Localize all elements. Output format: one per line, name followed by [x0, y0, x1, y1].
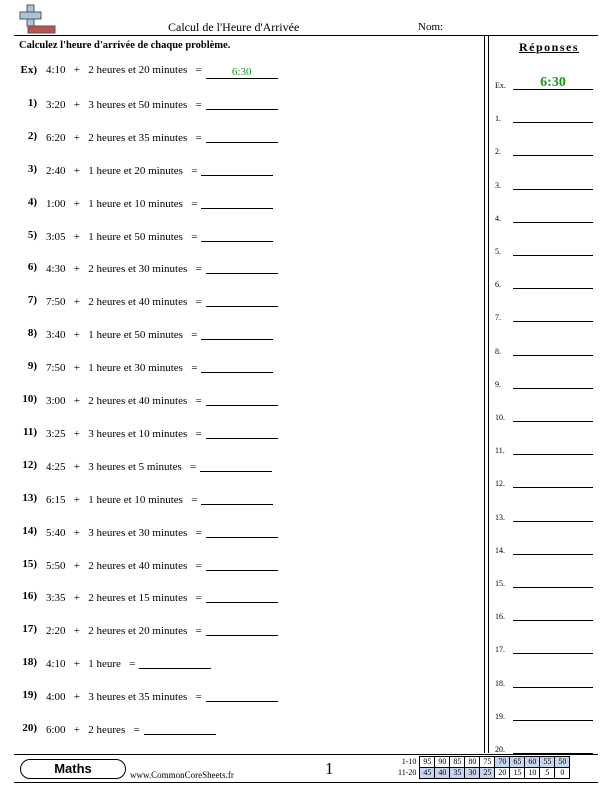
- problem-row: [0, 360, 480, 376]
- answer-key-label: 11.: [495, 446, 505, 456]
- score-cell: 30: [465, 768, 480, 779]
- score-range-label: 11-20: [398, 768, 417, 777]
- page-title: Calcul de l'Heure d'Arrivée: [168, 20, 300, 34]
- problem-row: [0, 196, 480, 212]
- score-cell: 50: [555, 757, 570, 768]
- problem-text: 6:15 + 1 heure et 10 minutes =: [46, 493, 198, 506]
- problem-text: 2:40 + 1 heure et 20 minutes =: [46, 164, 198, 177]
- problem-number: 18): [22, 656, 37, 669]
- answer-key-label: 5.: [495, 247, 501, 256]
- answer-key-label: 10.: [495, 413, 505, 422]
- answer-key-value[interactable]: [513, 175, 593, 190]
- answer-key-row: [495, 738, 595, 754]
- problem-expression: [46, 294, 278, 308]
- answer-key-row: [495, 340, 595, 356]
- math-plus-minus-logo-icon: [16, 4, 56, 36]
- score-cell: 25: [480, 768, 495, 779]
- answer-key-row: [495, 506, 595, 522]
- example-problem: [0, 64, 480, 80]
- answer-blank[interactable]: [201, 229, 273, 242]
- answer-key-label: Ex.: [495, 81, 506, 90]
- answer-key-value[interactable]: [513, 241, 593, 256]
- problem-expression: [46, 64, 278, 79]
- answer-blank[interactable]: 6:30: [206, 66, 278, 79]
- problem-text: 2:20 + 2 heures et 20 minutes =: [46, 625, 202, 638]
- answer-key-value[interactable]: [513, 639, 593, 654]
- problem-number: 7): [27, 294, 37, 307]
- problem-row: [0, 294, 480, 310]
- answer-key-value[interactable]: [513, 208, 593, 223]
- problem-expression: [46, 393, 278, 407]
- problem-expression: [46, 689, 278, 703]
- answer-key-value[interactable]: [513, 440, 593, 455]
- problem-expression: [46, 525, 278, 539]
- problem-row: [0, 327, 480, 343]
- problem-expression: [46, 97, 278, 111]
- answer-key-row: [495, 705, 595, 721]
- score-cell: 10: [525, 768, 540, 779]
- problem-expression: [46, 163, 273, 177]
- answer-key-label: 17.: [495, 645, 505, 655]
- header-divider: [14, 35, 598, 36]
- answer-key-label: 16.: [495, 612, 505, 622]
- footer-divider: [14, 754, 598, 755]
- problem-text: 3:40 + 1 heure et 50 minutes =: [46, 329, 198, 342]
- score-cell: 0: [555, 768, 570, 779]
- answer-key-row: [495, 539, 595, 555]
- problem-number: 1): [27, 96, 37, 109]
- answer-blank[interactable]: [206, 393, 278, 406]
- problem-text: 7:50 + 1 heure et 30 minutes =: [46, 362, 198, 375]
- answer-key-value[interactable]: [513, 341, 593, 356]
- answer-key-label: 3.: [495, 180, 501, 190]
- problem-number: 4): [27, 195, 37, 208]
- answer-blank[interactable]: [206, 525, 278, 538]
- problem-number: 13): [22, 491, 37, 504]
- score-cell: 80: [465, 757, 480, 768]
- answer-key-value[interactable]: [513, 706, 593, 721]
- answer-key-value[interactable]: [513, 374, 593, 389]
- problem-expression: [46, 327, 273, 341]
- problem-number: Ex): [20, 64, 37, 76]
- answer-blank[interactable]: [206, 294, 278, 307]
- problem-row: [0, 97, 480, 113]
- name-label: Nom:: [418, 21, 444, 33]
- problem-number: 15): [22, 557, 37, 570]
- problem-text: 5:40 + 3 heures et 30 minutes =: [46, 526, 202, 539]
- problem-text: 7:50 + 2 heures et 40 minutes =: [46, 296, 202, 309]
- problem-number: 6): [27, 261, 37, 274]
- score-cell: 95: [420, 757, 435, 768]
- problem-row: [0, 261, 480, 277]
- answer-key-row: [495, 672, 595, 688]
- problem-text: 4:10 + 1 heure =: [46, 658, 136, 671]
- problem-number: 20): [22, 722, 37, 734]
- score-cell: 20: [495, 768, 510, 779]
- answer-key-label: 1.: [495, 114, 501, 124]
- score-cell: 55: [540, 757, 555, 768]
- problem-text: 3:20 + 3 heures et 50 minutes =: [46, 98, 202, 111]
- problem-number: 8): [27, 327, 37, 340]
- problem-number: 11): [22, 425, 37, 438]
- answer-key-value[interactable]: [513, 108, 593, 123]
- answer-blank[interactable]: [139, 656, 211, 669]
- answer-key-label: 19.: [495, 711, 505, 721]
- problem-row: [0, 163, 480, 179]
- problem-row: [0, 393, 480, 409]
- problem-text: 3:00 + 2 heures et 40 minutes =: [46, 395, 202, 407]
- score-cell: 5: [540, 768, 555, 779]
- problem-expression: [46, 130, 278, 144]
- problem-number: 10): [22, 393, 37, 405]
- problem-expression: [46, 459, 272, 473]
- problem-number: 14): [22, 524, 37, 537]
- problem-row: [0, 590, 480, 606]
- answer-key-value[interactable]: 6:30: [513, 75, 593, 90]
- score-cell: 40: [435, 768, 450, 779]
- answer-key-row: [495, 240, 595, 256]
- answer-key-value[interactable]: [513, 739, 593, 754]
- answer-blank[interactable]: [206, 261, 278, 274]
- answer-key-label: 14.: [495, 545, 505, 555]
- problem-row: [0, 558, 480, 574]
- answer-key-value[interactable]: [513, 473, 593, 488]
- problem-text: 4:00 + 3 heures et 35 minutes =: [46, 691, 202, 704]
- problem-text: 6:00 + 2 heures =: [46, 724, 140, 736]
- answer-key-row: [495, 207, 595, 223]
- problem-number: 12): [22, 458, 37, 471]
- answer-key-value[interactable]: [513, 606, 593, 621]
- answer-key-value[interactable]: [513, 540, 593, 555]
- score-cell: 70: [495, 757, 510, 768]
- answer-blank[interactable]: [206, 590, 278, 603]
- answer-blank[interactable]: [201, 163, 273, 176]
- answer-key-row: [495, 406, 595, 422]
- problem-expression: [46, 590, 278, 604]
- answer-blank[interactable]: [201, 327, 273, 340]
- problem-expression: [46, 426, 278, 440]
- answer-key-label: 20.: [495, 745, 505, 754]
- answer-key-row: [495, 605, 595, 621]
- answer-blank[interactable]: [201, 492, 273, 505]
- answer-key-row: [495, 74, 595, 90]
- score-row: [396, 757, 570, 768]
- answer-blank[interactable]: [206, 130, 278, 143]
- answer-key-row: [495, 472, 595, 488]
- answers-title: Réponses: [518, 40, 579, 54]
- problem-number: 9): [27, 360, 37, 373]
- answer-key-label: 12.: [495, 479, 505, 489]
- answer-blank[interactable]: [201, 360, 273, 373]
- answer-key-value[interactable]: [513, 573, 593, 588]
- problem-number: 19): [22, 689, 37, 702]
- answer-blank[interactable]: [206, 426, 278, 439]
- problem-text: 4:25 + 3 heures et 5 minutes =: [46, 460, 197, 473]
- problem-expression: [46, 360, 273, 374]
- score-cell: 45: [420, 768, 435, 779]
- score-cell: 75: [480, 757, 495, 768]
- problem-expression: [46, 623, 278, 637]
- score-cell: 85: [450, 757, 465, 768]
- problem-expression: [46, 261, 278, 275]
- problem-number: 5): [27, 228, 37, 241]
- answer-blank[interactable]: [144, 722, 216, 735]
- problem-text: 1:00 + 1 heure et 10 minutes =: [46, 197, 198, 210]
- answer-key-label: 15.: [495, 579, 505, 588]
- answer-blank[interactable]: [201, 196, 273, 209]
- answer-key-value[interactable]: [513, 141, 593, 156]
- problem-row: [0, 525, 480, 541]
- problem-row: [0, 722, 480, 738]
- column-divider: [484, 35, 485, 753]
- answer-key-value[interactable]: [513, 673, 593, 688]
- problem-text: 3:35 + 2 heures et 15 minutes =: [46, 592, 202, 605]
- answer-key-row: [495, 273, 595, 289]
- page-number: 1: [325, 759, 334, 778]
- instructions: Calculez l'heure d'arrivée de chaque problème.: [19, 40, 231, 51]
- problem-expression: [46, 558, 278, 572]
- answer-key-row: [495, 572, 595, 588]
- answer-key-label: 6.: [495, 280, 501, 290]
- answer-key-label: 4.: [495, 213, 501, 223]
- score-row: [396, 768, 570, 779]
- problem-text: 6:20 + 2 heures et 35 minutes =: [46, 131, 202, 144]
- answer-key-row: [495, 174, 595, 190]
- column-divider: [488, 35, 489, 753]
- problem-row: [0, 229, 480, 245]
- score-cell: 90: [435, 757, 450, 768]
- answer-key-label: 7.: [495, 313, 501, 323]
- problem-text: 5:50 + 2 heures et 40 minutes =: [46, 559, 202, 572]
- answer-key-row: [495, 439, 595, 455]
- problem-row: [0, 656, 480, 672]
- answer-blank[interactable]: [206, 558, 278, 571]
- footer-divider: [14, 782, 598, 783]
- problem-expression: [46, 196, 273, 210]
- problem-number: 3): [27, 162, 37, 175]
- problem-expression: [46, 722, 216, 736]
- answer-key-row: [495, 373, 595, 389]
- score-cell: 15: [510, 768, 525, 779]
- score-cell: 60: [525, 757, 540, 768]
- website-link[interactable]: www.CommonCoreSheets.fr: [130, 770, 234, 780]
- problem-number: 17): [22, 623, 37, 636]
- answer-blank[interactable]: [200, 459, 272, 472]
- problem-row: [0, 426, 480, 442]
- answer-blank[interactable]: [206, 689, 278, 702]
- problem-number: 16): [22, 590, 37, 603]
- answer-key-row: [495, 107, 595, 123]
- score-cell: 65: [510, 757, 525, 768]
- score-cell: 35: [450, 768, 465, 779]
- problem-text: 3:05 + 1 heure et 50 minutes =: [46, 230, 198, 243]
- answer-key-label: 8.: [495, 346, 501, 356]
- problem-text: 4:30 + 2 heures et 30 minutes =: [46, 263, 202, 276]
- answer-key-value[interactable]: [513, 507, 593, 522]
- problem-row: [0, 459, 480, 475]
- answer-key-row: [495, 638, 595, 654]
- problem-text: 3:25 + 3 heures et 10 minutes =: [46, 427, 202, 440]
- score-table: [396, 756, 570, 779]
- answer-key-row: [495, 306, 595, 322]
- answer-key-label: 18.: [495, 678, 505, 688]
- problem-expression: [46, 656, 211, 670]
- problem-row: [0, 689, 480, 705]
- answer-key-label: 13.: [495, 512, 505, 522]
- problem-row: [0, 623, 480, 639]
- score-range-label: 1-10: [401, 757, 417, 766]
- answer-blank[interactable]: [206, 623, 278, 636]
- problem-row: [0, 130, 480, 146]
- answer-blank[interactable]: [206, 97, 278, 110]
- answer-key-value[interactable]: [513, 274, 593, 289]
- answer-key-label: 2.: [495, 147, 501, 157]
- problem-number: 2): [27, 129, 37, 142]
- problem-expression: [46, 492, 273, 506]
- problem-expression: [46, 229, 273, 243]
- problem-text: 4:10 + 2 heures et 20 minutes =: [46, 64, 202, 76]
- answer-key-row: [495, 140, 595, 156]
- answer-key-value[interactable]: [513, 307, 593, 322]
- answer-key-label: 9.: [495, 379, 501, 389]
- answer-key-value[interactable]: [513, 407, 593, 422]
- problem-row: [0, 492, 480, 508]
- subject-badge: Maths: [20, 759, 126, 779]
